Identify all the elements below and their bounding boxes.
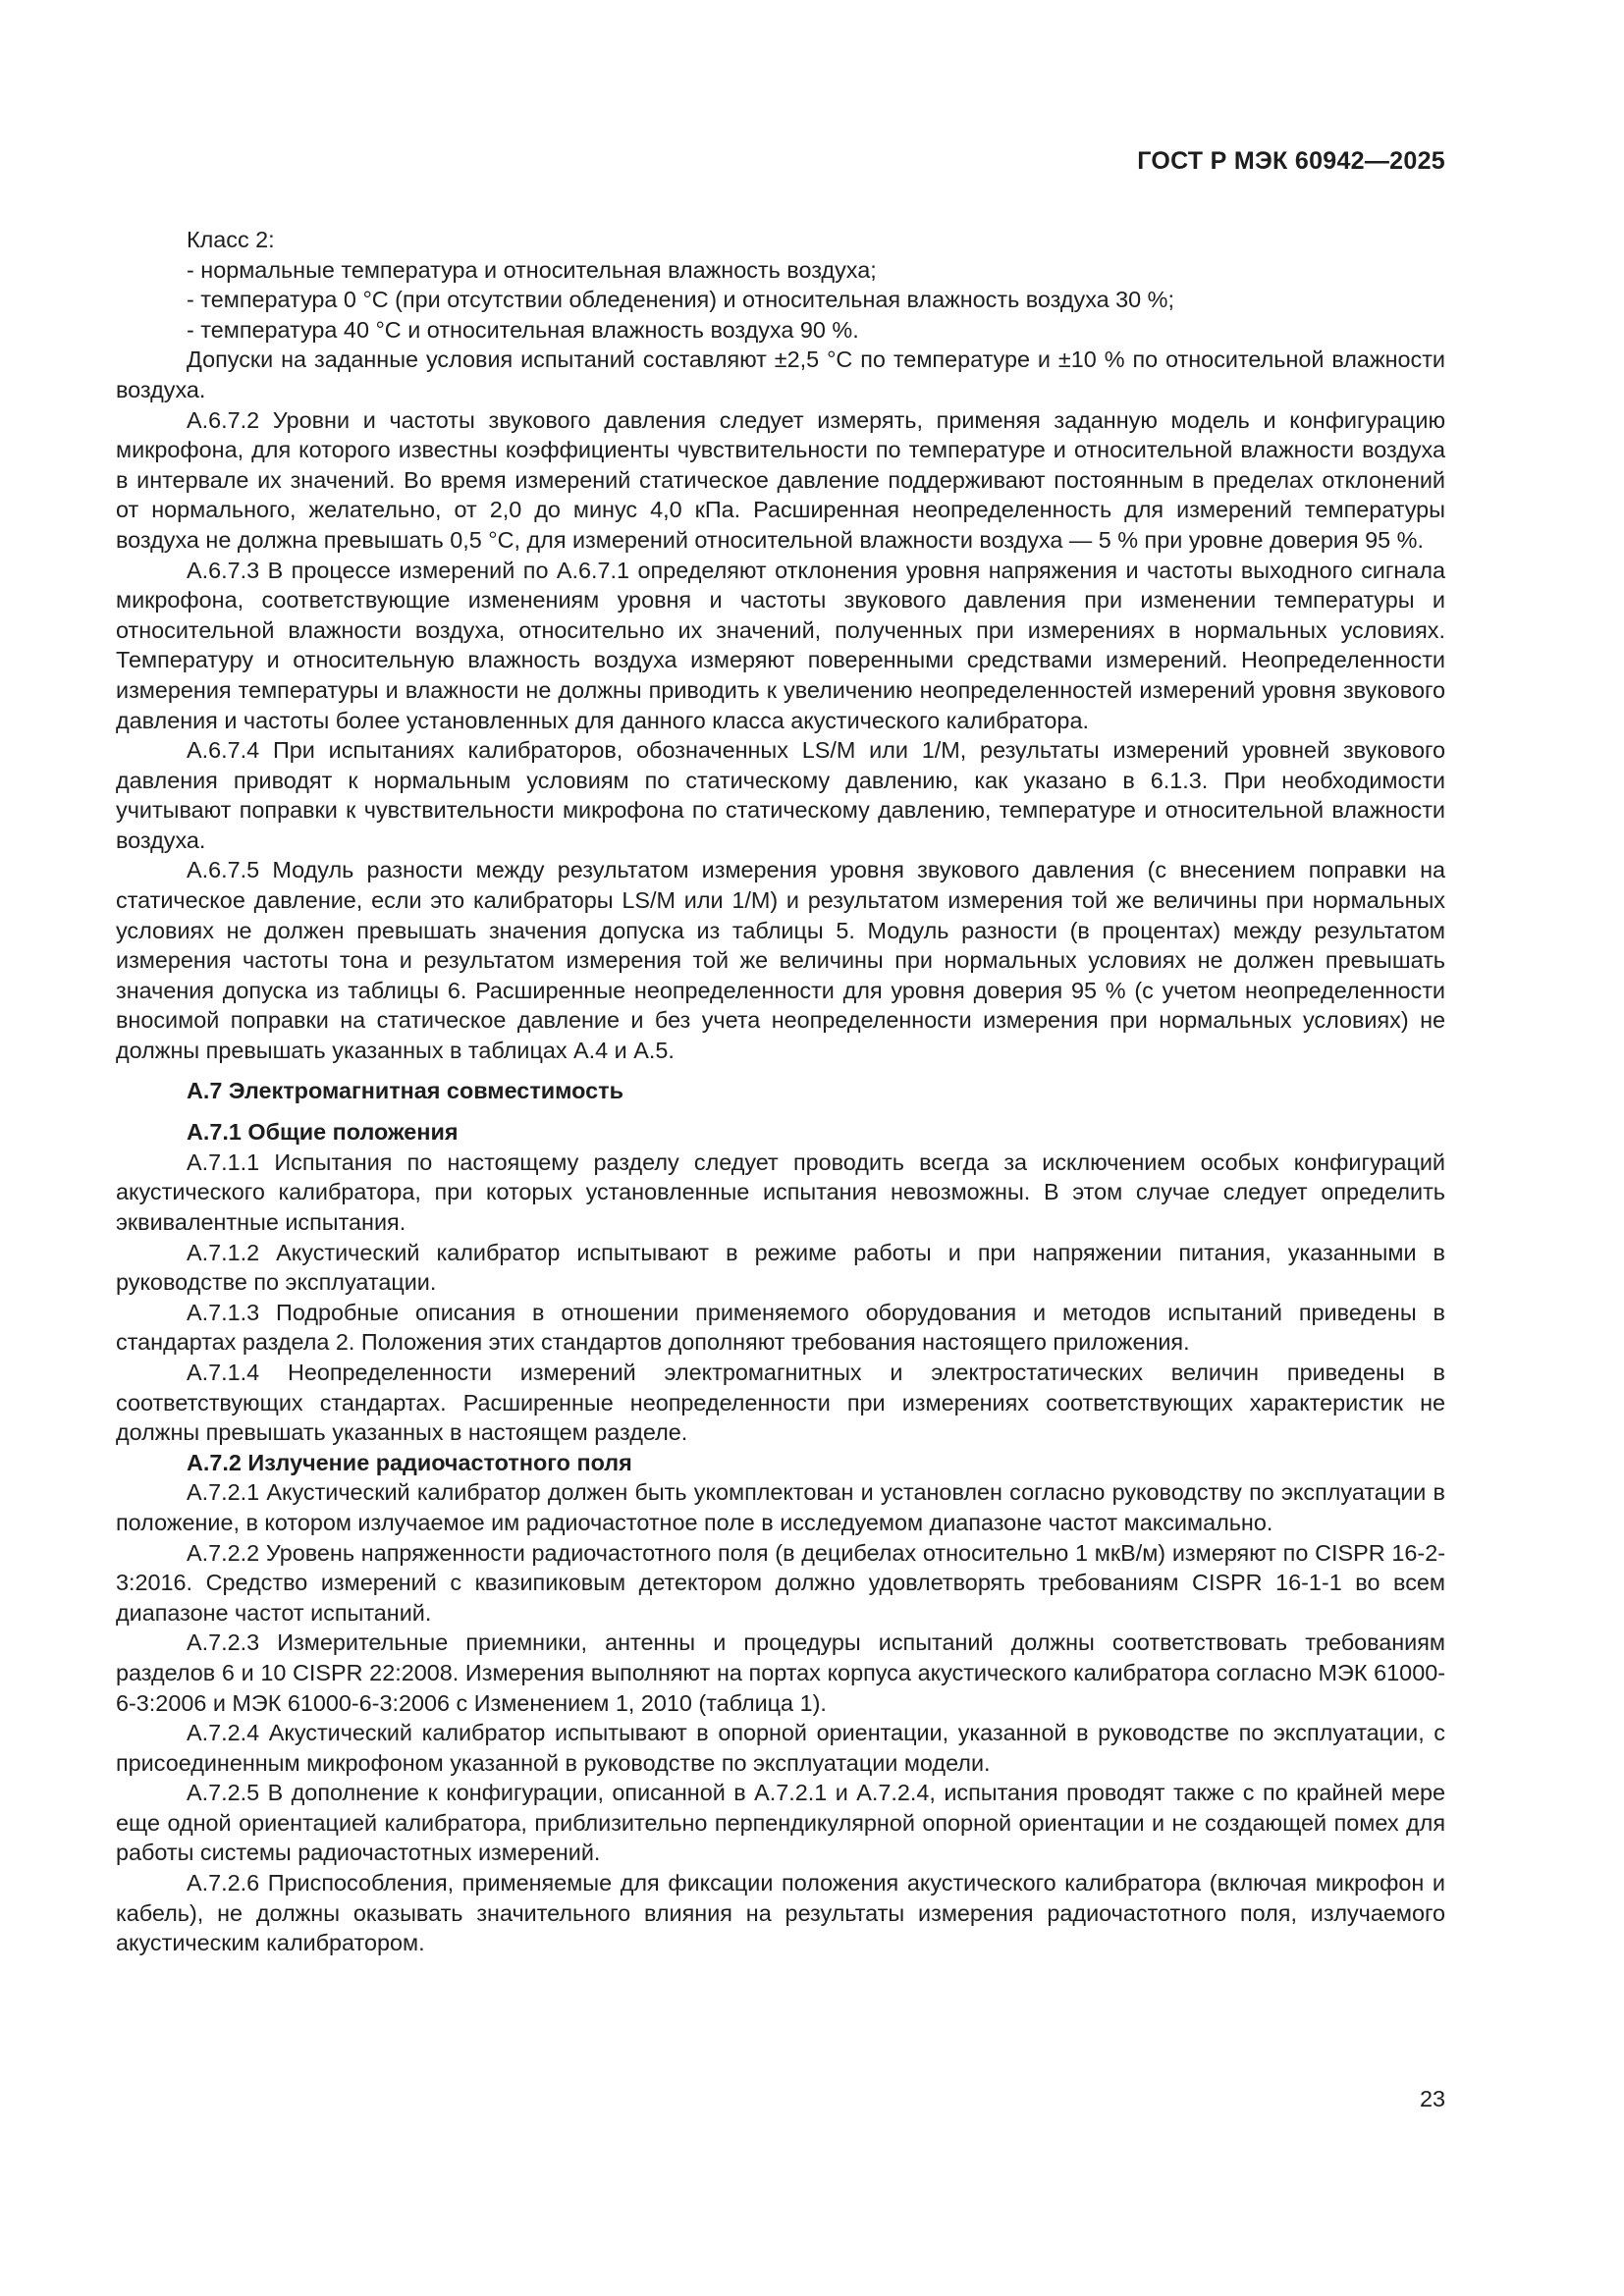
- paragraph-a-7-1-4: А.7.1.4 Неопределенности измерений электромагнитных и электростатических величин приведены в соответствующих стандартах. Расширенные неопределенности при измерениях соответствующих характеристик не должны превышать указанных в настоящем разделе.: [116, 1359, 1445, 1446]
- document-body: [116, 225, 1445, 1958]
- heading-a-7: А.7 Электромагнитная совместимость: [187, 1077, 623, 1103]
- paragraph-a-7-1-3: А.7.1.3 Подробные описания в отношении применяемого оборудования и методов испытаний приведены в стандартах раздела 2. Положения этих стандартов дополняют требования настоящего приложения.: [116, 1299, 1445, 1356]
- paragraph-a-6-7-3: А.6.7.3 В процессе измерений по А.6.7.1 определяют отклонения уровня напряжения и частоты выходного сигнала микрофона, соответствующие изменениям уровня и частоты звукового давления при изменении температуры и относительной влажности воздуха, относительно их значений, полученных при измерениях в нормальных условиях. Температуру и относительную влажность воздуха измеряют поверенными средствами измерений. Неопределенности измерения температуры и влажности не должны приводить к увеличению неопределенностей измерений уровня звукового давления и частоты более установленных для данного класса акустического калибратора.: [116, 557, 1445, 733]
- paragraph-a-6-7-4: А.6.7.4 При испытаниях калибраторов, обозначенных LS/M или 1/M, результаты измерений уровней звукового давления приводят к нормальным условиям по статическому давлению, как указано в 6.1.3. При необходимости учитывают поправки к чувствительности микрофона по статическому давлению, температуре и относительной влажности воздуха.: [116, 737, 1445, 853]
- paragraph-a-7-1-1: А.7.1.1 Испытания по настоящему разделу следует проводить всегда за исключением особых конфигураций акустического калибратора, при которых установленные испытания невозможны. В этом случае следует определить эквивалентные испытания.: [116, 1148, 1445, 1235]
- class-2-item: - температура 0 °С (при отсутствии обледенения) и относительная влажность воздуха 30 %;: [187, 287, 1174, 313]
- class-2-item: - нормальные температура и относительная влажность воздуха;: [187, 256, 877, 283]
- heading-a-7-2: А.7.2 Излучение радиочастотного поля: [187, 1449, 632, 1475]
- paragraph-a-7-2-6: А.7.2.6 Приспособления, применяемые для фиксации положения акустического калибратора (включая микрофон и кабель), не должны оказывать значительного влияния на результаты измерения радиочастотного поля, излучаемого акустическим калибратором.: [116, 1870, 1445, 1956]
- paragraph-a-7-2-2: А.7.2.2 Уровень напряженности радиочастотного поля (в децибелах относительно 1 мкВ/м) измеряют по CISPR 16-2-3:2016. Средство измерений с квазипиковым детектором должно удовлетворять требованиям CISPR 16-1-1 во всем диапазоне частот испытаний.: [116, 1539, 1445, 1626]
- paragraph-a-7-1-2: А.7.1.2 Акустический калибратор испытывают в режиме работы и при напряжении питания, указанными в руководстве по эксплуатации.: [116, 1239, 1445, 1296]
- paragraph-tolerances: Допуски на заданные условия испытаний составляют ±2,5 °С по температуре и ±10 % по относительной влажности воздуха.: [116, 347, 1445, 402]
- paragraph-a-6-7-2: А.6.7.2 Уровни и частоты звукового давления следует измерять, применяя заданную модель и конфигурацию микрофона, для которого известны коэффициенты чувствительности по температуре и относительной влажности воздуха в интервале их значений. Во время измерений статическое давление поддерживают постоянным в пределах отклонений от нормального, желательно, от 2,0 до минус 4,0 кПа. Расширенная неопределенность для измерений температуры воздуха не должна превышать 0,5 °С, для измерений относительной влажности воздуха — 5 % при уровне доверия 95 %.: [116, 406, 1445, 553]
- page-number: 23: [1419, 2086, 1445, 2111]
- paragraph-a-7-2-1: А.7.2.1 Акустический калибратор должен быть укомплектован и установлен согласно руководству по эксплуатации в положение, в котором излучаемое им радиочастотное поле в исследуемом диапазоне частот максимально.: [116, 1479, 1445, 1535]
- heading-a-7-1: А.7.1 Общие положения: [187, 1119, 459, 1146]
- class-2-title: Класс 2:: [187, 227, 275, 252]
- paragraph-a-7-2-3: А.7.2.3 Измерительные приемники, антенны и процедуры испытаний должны соответствовать требованиям разделов 6 и 10 CISPR 22:2008. Измерения выполняют на портах корпуса акустического калибратора согласно МЭК 61000-6-3:2006 и МЭК 61000-6-3:2006 с Изменением 1, 2010 (таблица 1).: [116, 1629, 1445, 1716]
- paragraph-a-6-7-5: А.6.7.5 Модуль разности между результатом измерения уровня звукового давления (с внесением поправки на статическое давление, если это калибраторы LS/M или 1/M) и результатом измерения той же величины при нормальных условиях не должен превышать значения допуска из таблицы 5. Модуль разности (в процентах) между результатом измерения частоты тона и результатом измерения той же величины при нормальных условиях не должен превышать значения допуска из таблицы 6. Расширенные неопределенности для уровня доверия 95 % (с учетом неопределенности вносимой поправки на статическое давление и без учета неопределенности измерения при нормальных условиях) не должны превышать указанных в таблицах А.4 и А.5.: [116, 857, 1445, 1064]
- paragraph-a-7-2-5: А.7.2.5 В дополнение к конфигурации, описанной в А.7.2.1 и А.7.2.4, испытания проводят также с по крайней мере еще одной ориентацией калибратора, приблизительно перпендикулярной опорной ориентации и не создающей помех для работы системы радиочастотных измерений.: [116, 1780, 1445, 1866]
- document-code-header: ГОСТ Р МЭК 60942—2025: [1137, 147, 1445, 175]
- paragraph-a-7-2-4: А.7.2.4 Акустический калибратор испытывают в опорной ориентации, указанной в руководстве по эксплуатации, с присоединенным микрофоном указанной в руководстве по эксплуатации модели.: [116, 1720, 1445, 1776]
- class-2-item: - температура 40 °С и относительная влажность воздуха 90 %.: [187, 316, 859, 343]
